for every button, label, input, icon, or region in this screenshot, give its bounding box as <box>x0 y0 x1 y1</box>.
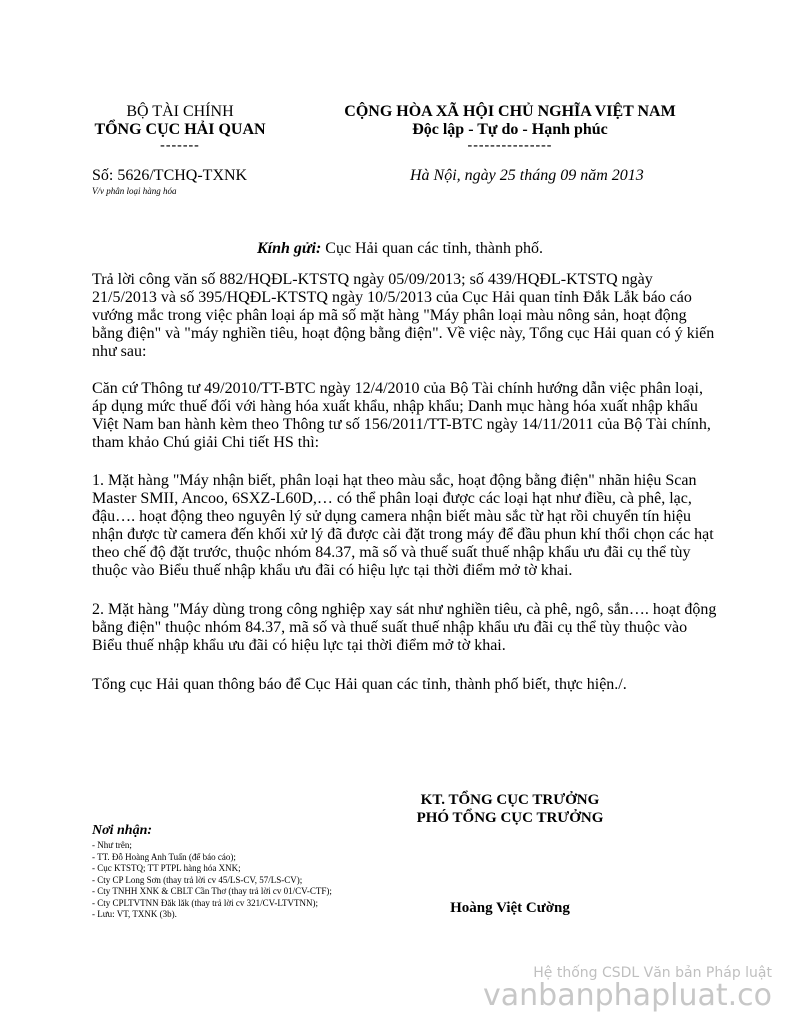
issuer-separator: ------- <box>160 138 200 153</box>
signer-title-line-1: KT. TỔNG CỤC TRƯỞNG <box>420 792 600 808</box>
body-paragraph-2: Căn cứ Thông tư 49/2010/TT-BTC ngày 12/4/2010 của Bộ Tài chính hướng dẫn việc phân loại, áp dụng mức thuế đối với hàng hóa xuất khẩu, nhập khẩu; Danh mục hàng hóa xuất nhập khẩu Việt Nam ban hành kèm theo Thông tư số 156/2011/TT-BTC ngày 14/11/2011 của Bộ Tài chính, tham khảo Chú giải Chi tiết HS thì: <box>92 380 711 451</box>
watermark-line-2: vanbanphapluat.co <box>483 978 772 1013</box>
agency-name: TỔNG CỤC HẢI QUAN <box>94 121 266 138</box>
recipients-title: Nơi nhận: <box>92 823 153 838</box>
addressee <box>0 240 800 258</box>
body-paragraph-1: Trả lời công văn số 882/HQĐL-KTSTQ ngày 05/09/2013; số 439/HQĐL-KTSTQ ngày 21/5/2013 và số 395/HQĐL-KTSTQ ngày 10/5/2013 của Cục Hải quan tỉnh Đắk Lắk báo cáo vướng mắc trong việc phân loại áp mã số mặt hàng "Máy phân loại màu nông sản, hoạt động bằng điện" và "máy nghiền tiêu, hoạt động bằng điện". Về việc này, Tổng cục Hải quan có ý kiến như sau: <box>92 271 715 360</box>
recipients-list <box>92 840 357 921</box>
watermark-line-1: Hệ thống CSDL Văn bản Pháp luật <box>533 965 772 981</box>
signer-title-line-2: PHÓ TỔNG CỤC TRƯỞNG <box>416 810 604 826</box>
national-motto: Độc lập - Tự do - Hạnh phúc <box>412 121 608 138</box>
body-paragraph-4: 2. Mặt hàng "Máy dùng trong công nghiệp xay sát như nghiền tiêu, cà phê, ngô, sắn…. hoạt động bằng điện" thuộc nhóm 84.37, mã số và thuế suất thuế nhập khẩu ưu đãi cụ thể tùy thuộc vào Biểu thuế nhập khẩu ưu đãi có hiệu lực tại thời điểm mở tờ khai. <box>92 601 717 654</box>
signer-name: Hoàng Việt Cường <box>450 900 570 916</box>
recipient-item: - Như trên; <box>92 840 132 850</box>
body-paragraph-3: 1. Mặt hàng "Máy nhận biết, phân loại hạt theo màu sắc, hoạt động bằng điện" nhãn hiệu Scan Master SMII, Ancoo, 6SXZ-L60D,… có thể phân loại được các loại hạt như điều, cà phê, lạc, đậu…. hoạt động theo nguyên lý sử dụng camera nhận biết màu sắc từ hạt rồi chuyển tín hiệu nhận được từ camera đến khối xử lý đã được cài đặt trong máy để đầu phun khí thổi chọn các hạt theo chế độ đặt trước, thuộc nhóm 84.37, mã số và thuế suất thuế nhập khẩu ưu đãi cụ thể tùy thuộc vào Biểu thuế nhập khẩu ưu đãi có hiệu lực tại thời điểm mở tờ khai. <box>92 472 714 579</box>
addressee-label: Kính gửi: <box>257 240 322 257</box>
document-subject: V/v phân loại hàng hóa <box>92 186 177 196</box>
ministry-name: BỘ TÀI CHÍNH <box>126 103 234 120</box>
addressee-value: Cục Hải quan các tỉnh, thành phố. <box>321 240 543 257</box>
signer-title-block <box>380 791 640 827</box>
body-paragraph-5: Tổng cục Hải quan thông báo để Cục Hải quan các tỉnh, thành phố biết, thực hiện./. <box>92 676 627 693</box>
recipient-item: - Cty CPLTVTNN Đăk lăk (thay trả lời cv 321/CV-LTVTNN); <box>92 897 318 908</box>
national-header <box>290 103 730 153</box>
document-date: Hà Nội, ngày 25 tháng 09 năm 2013 <box>410 167 644 184</box>
issuer-header <box>80 103 280 153</box>
recipient-item: - Cục KTSTQ; TT PTPL hàng hóa XNK; <box>92 863 241 873</box>
recipient-item: - TT. Đỗ Hoàng Anh Tuấn (để báo cáo); <box>92 851 236 862</box>
recipient-item: - Cty CP Long Sơn (thay trả lời cv 45/LS-CV, 57/LS-CV); <box>92 874 303 885</box>
recipient-item: - Lưu: VT, TXNK (3b). <box>92 909 177 919</box>
document-number: Số: 5626/TCHQ-TXNK <box>92 167 248 184</box>
nation-name: CỘNG HÒA XÃ HỘI CHỦ NGHĨA VIỆT NAM <box>344 103 676 120</box>
recipient-item: - Cty TNHH XNK & CBLT Cần Thơ (thay trả lời cv 01/CV-CTF); <box>92 886 332 896</box>
motto-separator: --------------- <box>467 138 553 153</box>
